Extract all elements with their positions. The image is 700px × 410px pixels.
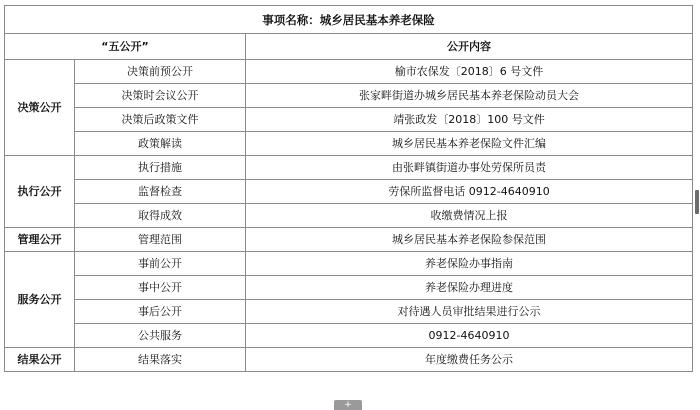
table-row — [5, 180, 693, 204]
content-cell: 对待遇人员审批结果进行公示 — [246, 300, 693, 324]
table-row — [5, 108, 693, 132]
category-cell: 决策公开 — [5, 60, 75, 156]
table-row — [5, 132, 693, 156]
item-cell: 决策后政策文件 — [75, 108, 246, 132]
content-cell: 年度缴费任务公示 — [246, 348, 693, 372]
table-row — [5, 276, 693, 300]
table-row — [5, 204, 693, 228]
table-title-row — [5, 6, 693, 34]
item-cell: 执行措施 — [75, 156, 246, 180]
content-cell: 靖张政发〔2018〕100 号文件 — [246, 108, 693, 132]
item-cell: 结果落实 — [75, 348, 246, 372]
item-cell: 公共服务 — [75, 324, 246, 348]
content-cell: 养老保险办理进度 — [246, 276, 693, 300]
header-disclosure-content: 公开内容 — [246, 34, 693, 60]
content-cell: 张家畔街道办城乡居民基本养老保险动员大会 — [246, 84, 693, 108]
vertical-scrollbar[interactable] — [694, 0, 700, 410]
item-cell: 取得成效 — [75, 204, 246, 228]
table-row — [5, 84, 693, 108]
header-five-disclosures: “五公开” — [5, 34, 246, 60]
disclosure-table — [4, 5, 693, 372]
item-cell: 决策前预公开 — [75, 60, 246, 84]
content-cell: 榆市农保发〔2018〕6 号文件 — [246, 60, 693, 84]
item-cell: 决策时会议公开 — [75, 84, 246, 108]
content-cell: 0912-4640910 — [246, 324, 693, 348]
table-row — [5, 300, 693, 324]
expand-icon[interactable]: + — [344, 399, 352, 410]
table-row — [5, 156, 693, 180]
item-cell: 事中公开 — [75, 276, 246, 300]
item-cell: 事前公开 — [75, 252, 246, 276]
category-cell: 结果公开 — [5, 348, 75, 372]
table-row — [5, 228, 693, 252]
table-row — [5, 324, 693, 348]
content-cell: 养老保险办事指南 — [246, 252, 693, 276]
item-cell: 监督检查 — [75, 180, 246, 204]
content-cell: 由张畔镇街道办事处劳保所员责 — [246, 156, 693, 180]
content-cell: 城乡居民基本养老保险参保范围 — [246, 228, 693, 252]
category-cell: 执行公开 — [5, 156, 75, 228]
table-row — [5, 348, 693, 372]
table-row — [5, 60, 693, 84]
table-header-row — [5, 34, 693, 60]
document-frame — [4, 5, 692, 403]
content-cell: 收缴费情况上报 — [246, 204, 693, 228]
expand-tab[interactable] — [334, 400, 362, 410]
table-row — [5, 252, 693, 276]
category-cell: 管理公开 — [5, 228, 75, 252]
content-cell: 劳保所监督电话 0912-4640910 — [246, 180, 693, 204]
item-cell: 事后公开 — [75, 300, 246, 324]
scrollbar-thumb[interactable] — [695, 190, 699, 214]
item-cell: 政策解读 — [75, 132, 246, 156]
item-cell: 管理范围 — [75, 228, 246, 252]
category-cell: 服务公开 — [5, 252, 75, 348]
content-cell: 城乡居民基本养老保险文件汇编 — [246, 132, 693, 156]
table-title: 事项名称：城乡居民基本养老保险 — [5, 6, 693, 34]
